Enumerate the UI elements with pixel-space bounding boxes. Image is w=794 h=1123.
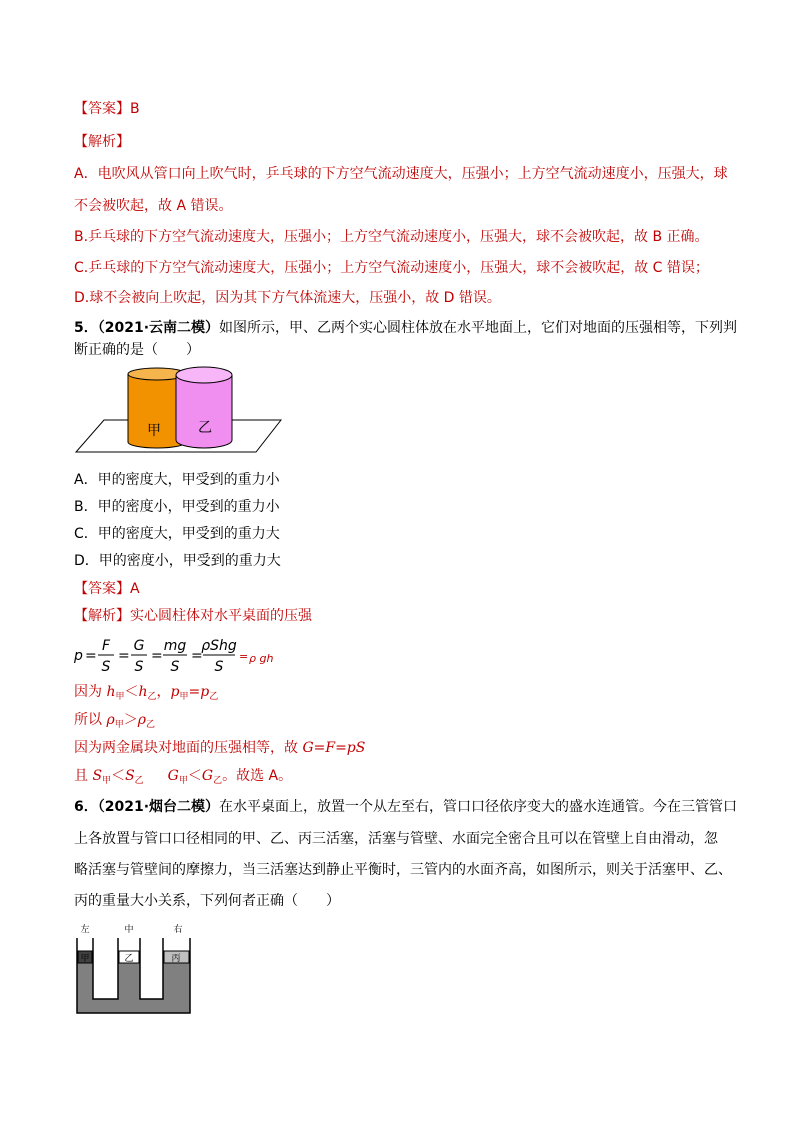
analysis-label: 【解析】 xyxy=(74,608,130,624)
symbol-p: p xyxy=(170,684,180,700)
piston-bing-label: 丙 xyxy=(171,954,181,964)
water xyxy=(77,963,190,1013)
q4-analysis-line: D.球不会被向上吹起，因为其下方气体流速大，压强小，故 D 错误。 xyxy=(74,290,501,306)
answer-value: A xyxy=(130,581,140,597)
subscript: 甲 xyxy=(179,692,189,702)
piston-jia-label: 甲 xyxy=(80,954,90,964)
symbol-G: G xyxy=(167,768,179,784)
q5-so-line xyxy=(74,710,155,735)
operator: ＜ xyxy=(111,768,126,784)
label-right: 右 xyxy=(173,925,183,935)
cylinder-yi-body xyxy=(176,375,232,448)
tube-divider-1 xyxy=(93,938,118,999)
label-left: 左 xyxy=(80,925,90,935)
symbol-rho: ρ xyxy=(106,712,115,728)
symbol-h: h xyxy=(106,684,116,700)
cylinder-jia-label: 甲 xyxy=(147,423,161,439)
symbol-G: G xyxy=(201,768,214,784)
formula-eq: = xyxy=(151,648,163,664)
subscript: 乙 xyxy=(145,720,155,730)
label-middle: 中 xyxy=(124,925,134,935)
symbol-GFpS: G=F=pS xyxy=(302,740,366,756)
symbol-rho: ρ xyxy=(137,712,146,728)
formula-S: S xyxy=(170,659,180,674)
question-source: （2021·烟台二模） xyxy=(97,799,220,815)
q4-analysis-line: C.乒乓球的下方空气流动速度大，压强小；上方空气流动速度小，压强大，球不会被吹起，故 C 错误； xyxy=(74,260,709,276)
cylinder-yi-label: 乙 xyxy=(198,420,212,436)
q5-option: B．甲的密度小，甲受到的重力小 xyxy=(74,499,280,515)
symbol-S: S xyxy=(125,768,135,784)
q5-cylinders-figure xyxy=(74,364,286,456)
q4-analysis-line: A．电吹风从管口向上吹气时，乒乓球的下方空气流动速度大，压强小；上方空气流动速度小，压强大，球 xyxy=(74,166,728,182)
text: 所以 xyxy=(74,712,107,728)
operator: ＜ xyxy=(187,768,202,784)
formula-p: p xyxy=(74,648,83,664)
q5-answer xyxy=(74,579,140,599)
piston-yi-label: 乙 xyxy=(124,954,134,964)
q5-option: A．甲的密度大，甲受到的重力小 xyxy=(74,472,280,488)
operator: ＞ xyxy=(123,712,138,728)
formula-eq: = xyxy=(191,648,203,664)
formula-S: S xyxy=(134,659,144,674)
stem-text: 在水平桌面上，放置一个从左至右，管口口径依序变大的盛水连通管。今在三管管口 xyxy=(219,799,738,815)
text: 因为两金属块对地面的压强相等，故 xyxy=(74,740,303,756)
q4-analysis-line: B.乒乓球的下方空气流动速度大，压强小；上方空气流动速度小，压强大，球不会被吹起，故 B 正确。 xyxy=(74,229,709,245)
q5-conclusion-line xyxy=(74,766,292,791)
question-source: （2021·云南二模） xyxy=(97,320,220,336)
symbol-h: h xyxy=(138,684,148,700)
answer-label: 【答案】 xyxy=(74,101,130,117)
q6-stem-line: 上各放置与管口口径相同的甲、乙、丙三活塞，活塞与管壁、水面完全密合且可以在管壁上自由滑动，忽 xyxy=(74,831,718,847)
text: ， xyxy=(156,684,171,700)
q5-stem xyxy=(74,318,737,338)
operator: = xyxy=(188,684,201,700)
subscript: 乙 xyxy=(134,776,144,786)
formula-G: G xyxy=(133,638,145,654)
analysis-text: 实心圆柱体对水平桌面的压强 xyxy=(130,608,312,624)
q5-option: D．甲的密度小，甲受到的重力大 xyxy=(74,553,281,569)
text: 因为 xyxy=(74,684,107,700)
tube-divider-2 xyxy=(140,938,163,999)
symbol-p: p xyxy=(200,684,210,700)
formula-mg: mg xyxy=(163,638,187,654)
q6-stem xyxy=(74,797,737,817)
q5-analysis xyxy=(74,606,312,626)
stem-text: 如图所示，甲、乙两个实心圆柱体放在水平地面上，它们对地面的压强相等，下列判 xyxy=(219,320,738,336)
formula-eq: = xyxy=(118,648,130,664)
subscript: 乙 xyxy=(147,692,157,702)
q5-stem-line2: 断正确的是（ ） xyxy=(74,342,200,358)
q6-stem-line: 丙的重量大小关系，下列何者正确（ ） xyxy=(74,893,340,909)
operator: ＜ xyxy=(124,684,139,700)
formula-F: F xyxy=(101,638,111,654)
formula-result: ρ gh xyxy=(249,652,274,665)
formula-S: S xyxy=(101,659,111,674)
text: 且 xyxy=(74,768,93,784)
answer-value: B xyxy=(130,101,140,117)
question-number: 6． xyxy=(74,799,98,815)
q4-answer xyxy=(74,99,140,119)
q6-stem-line: 略活塞与管壁间的摩擦力，当三活塞达到静止平衡时，三管内的水面齐高，如图所示，则关于活塞甲、乙、 xyxy=(74,862,732,878)
subscript: 乙 xyxy=(209,692,219,702)
text: 。故选 A。 xyxy=(222,768,293,784)
formula-eq: = xyxy=(239,650,249,663)
symbol-S: S xyxy=(92,768,103,784)
q4-analysis-line: 不会被吹起，故 A 错误。 xyxy=(74,198,233,214)
cylinder-yi-top xyxy=(176,367,232,383)
subscript: 甲 xyxy=(178,776,188,786)
answer-label: 【答案】 xyxy=(74,581,130,597)
formula-S: S xyxy=(214,659,224,674)
subscript: 乙 xyxy=(213,776,223,786)
subscript: 甲 xyxy=(114,720,124,730)
q5-because-line xyxy=(74,682,218,707)
question-number: 5． xyxy=(74,320,98,336)
formula-eq: = xyxy=(85,648,97,664)
subscript: 甲 xyxy=(115,692,125,702)
formula-rhoShg: ρShg xyxy=(201,638,237,654)
q5-because2-line xyxy=(74,738,365,758)
analysis-label: 【解析】 xyxy=(74,134,130,150)
subscript: 甲 xyxy=(102,776,112,786)
q6-connected-tubes-figure xyxy=(74,920,198,1016)
q5-option: C．甲的密度大，甲受到的重力大 xyxy=(74,526,280,542)
pressure-formula xyxy=(74,634,314,674)
q4-analysis-label xyxy=(74,132,130,152)
